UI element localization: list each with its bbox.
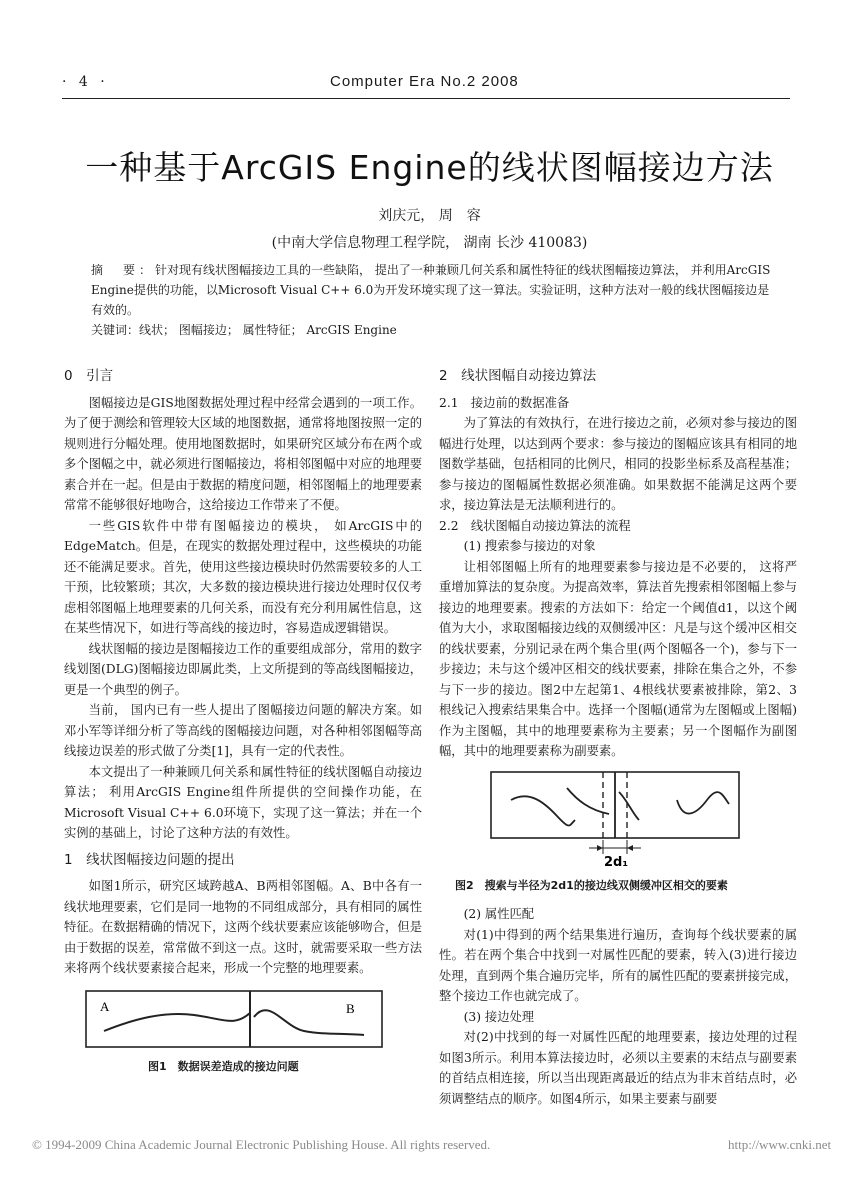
paragraph: 当前， 国内已有一些人提出了图幅接边问题的解决方案。如邓小军等详细分析了等高线的图幅接边问题，对各种相邻图幅等高线接边误差的形式做了分类[1]，具有一定的代表性。 — [64, 703, 422, 758]
paragraph: 一些GIS软件中带有图幅接边的模块， 如ArcGIS中的EdgeMatch。但是，在现实的数据处理过程中，这些模块的功能还不能满足要求。首先，使用这些接边模块时仍然需要较多的人工干预，比较繁琐；其次，大多数的接边模块进行接边处理时仅仅考虑相邻图幅上地理要素的几何关系，而没有充分利用属性信息，这在某些情况下，如进行等高线的接边时，容易造成逻辑错误。 — [64, 518, 422, 635]
figure-2 — [439, 770, 797, 897]
paragraph: 对(1)中得到的两个结果集进行遍历，查询每个线状要素的属性。若在两个集合中找到一对属性匹配的要素，转入(3)进行接边处理，直到两个集合遍历完毕，所有的属性匹配的要素拼接完成，整个接边工作也就完成了。 — [439, 927, 797, 1003]
footer-link[interactable]: http://www.cnki.net — [728, 1137, 832, 1152]
subsection-2-1-title: 2.1 接边前的数据准备 — [439, 395, 570, 410]
keywords-text: 线状； 图幅接边； 属性特征； ArcGIS Engine — [139, 323, 397, 337]
figure-1-caption: 图1 数据误差造成的接边问题 — [148, 1059, 299, 1073]
section-2-title: 2 线状图幅自动接边算法 — [439, 368, 597, 384]
figure-1 — [64, 987, 422, 1078]
paragraph: 线状图幅的接边是图幅接边工作的重要组成部分，常用的数字线划图(DLG)图幅接边即属此类，上文所提到的等高线图幅接边，更是一个典型的例子。 — [64, 641, 422, 697]
step-1-title: (1) 搜索参与接边的对象 — [463, 539, 596, 553]
page-number: · 4 · — [62, 74, 109, 90]
figure-2-caption: 图2 搜索与半径为2d1的接边线双侧缓冲区相交的要素 — [455, 878, 728, 892]
section-0-title: 0 引言 — [64, 368, 114, 384]
figure-2-dimension-label: 2d₁ — [604, 854, 629, 870]
paragraph: 让相邻图幅上所有的地理要素参与接边是不必要的， 这将严重增加算法的复杂度。为提高效率，算法首先搜索相邻图幅上参与接边的地理要素。搜索的方法如下：给定一个阈值d1，以这个阈值为大小，求取图幅接边线的双侧缓冲区：凡是与这个缓冲区相交的线状要素，分别记录在两个集合里(两个图幅各一个)，参与下一步接边；未与这个缓冲区相交的线状要素，排除在集合之外，不参与下一步的接边。图2中左起第1、4根线状要素被排除，第2、3根线记入搜索结果集合中。选择一个图幅(通常为左图幅或上图幅)作为主图幅，其中的地理要素称为主要素；另一个图幅作为副图幅，其中的地理要素称为副要素。 — [439, 559, 797, 758]
left-column — [64, 366, 422, 1085]
paragraph: 图幅接边是GIS地图数据处理过程中经常会遇到的一项工作。为了便于测绘和管理较大区域的地图数据，通常将地图按照一定的规则进行分幅处理。使用地图数据时，如果研究区域分布在两个或多个图幅之中，就必须进行图幅接边，将相邻图幅中对应的地理要素合并在一起。但是由于数据的精度问题，相邻图幅上的地理要素常常不能够很好地吻合，这给接边工作带来了不便。 — [64, 395, 422, 512]
affiliation: (中南大学信息物理工程学院， 湖南 长沙 410083) — [271, 235, 588, 251]
journal-header: Computer Era No.2 2008 — [330, 73, 519, 90]
keywords-label: 关键词： — [91, 323, 140, 337]
step-2-title: (2) 属性匹配 — [463, 907, 535, 921]
section-1-title: 1 线状图幅接边问题的提出 — [64, 851, 235, 868]
right-column — [439, 366, 797, 1109]
authors: 刘庆元， 周 容 — [378, 208, 481, 224]
abstract — [91, 260, 771, 320]
paragraph: 为了算法的有效执行，在进行接边之前，必须对参与接边的图幅进行处理，以达到两个要求：参与接边的图幅应该具有相同的地图数学基础，包括相同的比例尺，相同的投影坐标系及高程基准；参与接边的图幅属性数据必须准确。如果数据不能满足这两个要求，接边算法是无法顺利进行的。 — [439, 416, 797, 512]
figure-1-label-a: A — [100, 998, 110, 1014]
paragraph: 对(2)中找到的每一对属性匹配的地理要素，接边处理的过程如图3所示。利用本算法接边时，必须以主要素的末结点与副要素的首结点相连接，所以当出现距离最近的结点为非末首结点时，必须调整结点的顺序。如图4所示，如果主要素与副要 — [439, 1030, 797, 1106]
paper-title: 一种基于ArcGIS Engine的线状图幅接边方法 — [85, 148, 774, 187]
figure-1-label-b: B — [346, 1000, 355, 1016]
subsection-2-2-title: 2.2 线状图幅自动接边算法的流程 — [439, 518, 631, 533]
paragraph: 如图1所示，研究区域跨越A、B两相邻图幅。A、B中各有一线状地理要素，它们是同一地物的不同组成部分，具有相同的属性特征。在数据精确的情况下，这两个线状要素应该能够吻合，但是由于数据的误差，常常做不到这一点。这时，就需要采取一些方法来将两个线状要素接合起来，形成一个完整的地理要素。 — [64, 879, 422, 975]
copyright-notice: © 1994-2009 China Academic Journal Electronic Publishing House. All rights reserved. — [32, 1137, 491, 1152]
keywords — [91, 320, 771, 340]
paragraph: 本文提出了一种兼顾几何关系和属性特征的线状图幅自动接边算法； 利用ArcGIS Engine组件所提供的空间操作功能，在Microsoft Visual C++ 6.0环境下，实现了这一算法；并在一个实例的基础上，讨论了这种方法的有效性。 — [64, 764, 422, 840]
figure-1-graphic — [64, 987, 404, 1051]
abstract-label: 摘 要： — [91, 263, 156, 277]
abstract-text: 针对现有线状图幅接边工具的一些缺陷， 提出了一种兼顾几何关系和属性特征的线状图幅接边算法， 并利用ArcGIS Engine提供的功能，以Microsoft Visual C++ 6.0为开发环境实现了这一算法。实验证明，这种方法对一般的线状图幅接边是有效的。 — [91, 263, 771, 317]
step-3-title: (3) 接边处理 — [463, 1009, 535, 1024]
figure-2-graphic — [439, 770, 797, 870]
header-rule — [62, 98, 790, 99]
